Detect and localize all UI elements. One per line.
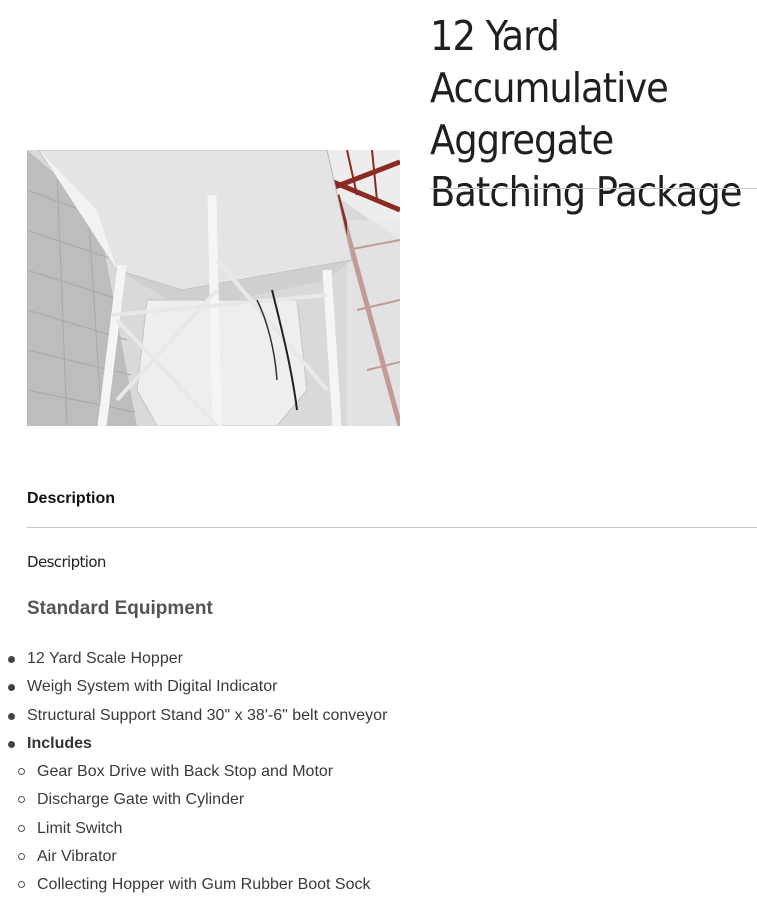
includes-list (0, 758, 757, 899)
sub-list-item-text: Gear Box Drive with Back Stop and Motor (37, 763, 334, 781)
product-title: 12 Yard Accumulative Aggregate Batching Package (430, 12, 742, 216)
bullet-icon (8, 656, 15, 663)
ring-bullet-icon (18, 768, 25, 775)
ring-bullet-icon (18, 853, 25, 860)
includes-label: Includes (27, 734, 92, 752)
standard-equipment-heading: Standard Equipment (27, 598, 213, 619)
ring-bullet-icon (18, 825, 25, 832)
list-item (0, 673, 757, 701)
bullet-icon (8, 713, 15, 720)
title-divider (430, 188, 757, 189)
product-photo (27, 150, 400, 426)
bullet-icon (8, 741, 15, 748)
list-item-text: Structural Support Stand 30" x 38'-6" belt conveyor (27, 706, 388, 724)
ring-bullet-icon (18, 796, 25, 803)
list-item-text: Weigh System with Digital Indicator (27, 678, 278, 696)
tab-divider (27, 527, 757, 528)
bullet-icon (8, 684, 15, 691)
description-heading: Description (27, 553, 106, 571)
list-item-text: 12 Yard Scale Hopper (27, 650, 183, 667)
sub-list-item (0, 758, 757, 786)
sub-list-item (0, 871, 757, 899)
tab-description[interactable]: Description (27, 490, 116, 507)
sub-list-item-text: Discharge Gate with Cylinder (37, 791, 245, 809)
sub-list-item (0, 843, 757, 871)
sub-list-item-text: Collecting Hopper with Gum Rubber Boot Sock (37, 876, 371, 894)
list-item (0, 702, 757, 730)
sub-list-item-text: Air Vibrator (37, 848, 117, 866)
sub-list-item-text: Limit Switch (37, 819, 123, 837)
includes-group (0, 758, 757, 899)
product-image[interactable] (27, 150, 400, 426)
list-item-includes (0, 730, 757, 758)
sub-list-item (0, 786, 757, 814)
ring-bullet-icon (18, 881, 25, 888)
list-item (0, 645, 757, 673)
sub-list-item (0, 815, 757, 843)
standard-equipment-list (0, 645, 757, 900)
